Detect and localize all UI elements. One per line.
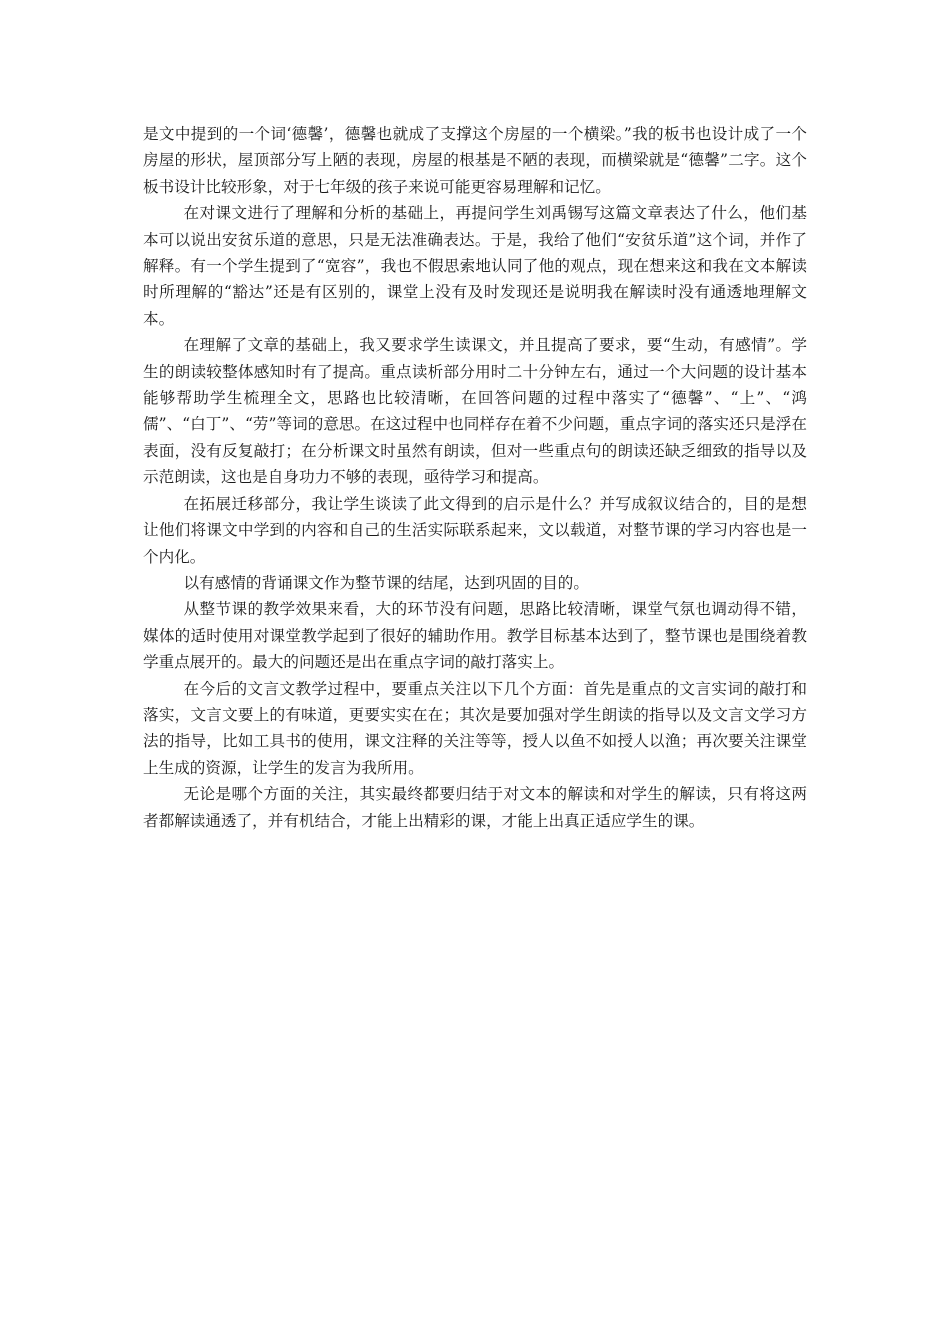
paragraph: 从整节课的教学效果来看，大的环节没有问题，思路比较清晰，课堂气氛也调动得不错，媒体的适时使用对课堂教学起到了很好的辅助作用。教学目标基本达到了，整节课也是围绕着教学重点展开的。最大的问题还是出在重点字词的敲打落实上。 bbox=[143, 600, 807, 672]
paragraph: 在理解了文章的基础上，我又要求学生读课文，并且提高了要求，要“生动，有感情”。学生的朗读较整体感知时有了提高。重点读析部分用时二十分钟左右，通过一个大问题的设计基本能够帮助学生梳理全文，思路也比较清晰，在回答问题的过程中落实了“德馨”、“上”、“鸿儒”、“白丁”、“劳”等词的意思。在这过程中也同样存在着不少问题，重点字词的落实还只是浮在表面，没有反复敲打；在分析课文时虽然有朗读，但对一些重点句的朗读还缺乏细致的指导以及示范朗读，这也是自身功力不够的表现，亟待学习和提高。 bbox=[143, 336, 807, 487]
paragraph-continued: 是文中提到的一个词‘德馨’，德馨也就成了支撑这个房屋的一个横梁。”我的板书也设计成了一个房屋的形状，屋顶部分写上陋的表现，房屋的根基是不陋的表现，而横梁就是“德馨”二字。这个板书设计比较形象，对于七年级的孩子来说可能更容易理解和记忆。 bbox=[143, 125, 807, 196]
paragraph: 以有感情的背诵课文作为整节课的结尾，达到巩固的目的。 bbox=[183, 573, 589, 592]
paragraph: 在对课文进行了理解和分析的基础上，再提问学生刘禹锡写这篇文章表达了什么，他们基本可以说出安贫乐道的意思，只是无法准确表达。于是，我给了他们“安贫乐道”这个词，并作了解释。有一个学生提到了“宽容”，我也不假思索地认同了他的观点，现在想来这和我在文本解读时所理解的“豁达”还是有区别的，课堂上没有及时发现还是说明我在解读时没有通透地理解文本。 bbox=[143, 204, 807, 328]
paragraph: 在今后的文言文教学过程中，要重点关注以下几个方面：首先是重点的文言实词的敲打和落实，文言文要上的有味道，更要实实在在；其次是要加强对学生朗读的指导以及文言文学习方法的指导，比如工具书的使用，课文注释的关注等等，授人以鱼不如授人以渔；再次要关注课堂上生成的资源，让学生的发言为我所用。 bbox=[143, 679, 807, 777]
paragraph: 无论是哪个方面的关注，其实最终都要归结于对文本的解读和对学生的解读，只有将这两者都解读通透了，并有机结合，才能上出精彩的课，才能上出真正适应学生的课。 bbox=[143, 785, 807, 830]
paragraph: 在拓展迁移部分，我让学生谈读了此文得到的启示是什么？并写成叙议结合的，目的是想让他们将课文中学到的内容和自己的生活实际联系起来，文以载道，对整节课的学习内容也是一个内化。 bbox=[143, 494, 807, 566]
document-body bbox=[143, 121, 807, 834]
